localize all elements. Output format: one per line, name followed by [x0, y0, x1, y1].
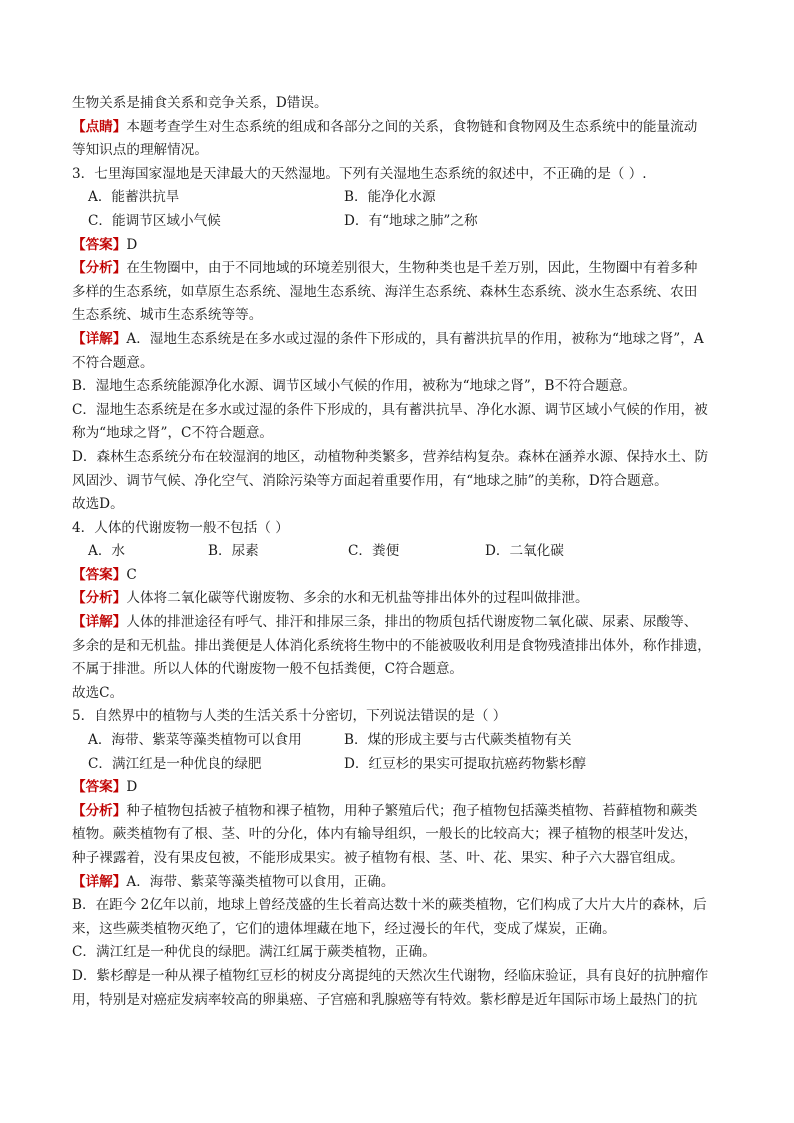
- option-b: B．能净化水源: [344, 189, 436, 206]
- detail-line: [72, 871, 726, 895]
- option-c: C．能调节区域小气候: [88, 212, 221, 229]
- analysis-line: 生态系统、城市生态系统等等。: [72, 307, 263, 324]
- detail-tag: 【详解】: [72, 873, 127, 890]
- analysis-text: 在生物圈中，由于不同地域的环境差别很大，生物种类也是千差万别，因此，生物圈中有着多种: [126, 260, 698, 277]
- question-5-answer: [72, 776, 726, 800]
- option-b: B．尿素: [208, 543, 259, 560]
- answer-value: D: [126, 779, 138, 796]
- carry-over-text: 生物关系是捕食关系和竞争关系，D错误。: [72, 95, 328, 111]
- detail-line: 多余的是和无机盐。排出粪便是人体消化系统将生物中的不能被吸收利用是食物残渣排出体外，称作排遗，: [72, 637, 711, 654]
- option-d: D．红豆杉的果实可提取抗癌药物紫杉醇: [344, 755, 586, 772]
- analysis-tag: 【分析】: [72, 260, 127, 277]
- question-4-answer: [72, 564, 726, 588]
- detail-line: 用，特别是对癌症发病率较高的卵巢癌、子宫癌和乳腺癌等有特效。紫杉醇是近年国际市场上最热门的抗: [72, 991, 698, 1008]
- analysis-line: [72, 257, 726, 281]
- answer-tag: 【答案】: [72, 236, 127, 253]
- detail-text: A．湿地生态系统是在多水或过湿的条件下形成的，具有蓄洪抗旱的作用，被称为“地球之肾”，A: [126, 330, 704, 347]
- question-3-options-row: [72, 186, 726, 210]
- analysis-line: 多样的生态系统，如草原生态系统、湿地生态系统、海洋生态系统、森林生态系统、淡水生态系统、农田: [72, 283, 698, 300]
- question-5-stem: 5．自然界中的植物与人类的生活关系十分密切，下列说法错误的是（ ）: [72, 708, 507, 725]
- analysis-line: 种子裸露着，没有果皮包被，不能形成果实。被子植物有根、茎、叶、花、果实、种子六大器官组成。: [72, 850, 684, 866]
- option-d: D．有“地球之肺”之称: [344, 212, 478, 229]
- answer-value: D: [126, 236, 138, 253]
- option-a: A．水: [88, 543, 126, 560]
- analysis-line: [72, 587, 726, 611]
- comment-line: 等知识点的理解情况。: [72, 142, 208, 159]
- detail-line: 不符合题意。: [72, 354, 154, 371]
- detail-line: [72, 328, 726, 352]
- detail-line: 风固沙、调节气候、净化空气、消除污染等方面起着重要作用，有“地球之肺”的美称，D符合题意。: [72, 472, 668, 489]
- detail-line: D．森林生态系统分布在较湿润的地区，动植物种类繁多，营养结构复杂。森林在涵养水源、保持水土、防: [72, 448, 709, 465]
- detail-text: 人体的排泄途径有呼气、排汗和排尿三条，排出的物质包括代谢废物二氧化碳、尿素、尿酸等、: [126, 614, 698, 631]
- answer-tag: 【答案】: [72, 566, 127, 583]
- detail-line: 称为“地球之肾”，C不符合题意。: [72, 425, 274, 442]
- question-5-options-row: [72, 753, 726, 777]
- conclusion-line: 故选C。: [72, 684, 124, 701]
- detail-line: C．湿地生态系统是在多水或过湿的条件下形成的，具有蓄洪抗旱、净化水源、调节区域小气候的作用，被: [72, 401, 708, 418]
- question-3-stem: 3．七里海国家湿地是天津最大的天然湿地。下列有关湿地生态系统的叙述中，不正确的是（ ）.: [72, 165, 647, 182]
- answer-value: C: [126, 566, 137, 583]
- question-4-options-row: [72, 540, 726, 564]
- option-c: C．粪便: [348, 543, 400, 560]
- analysis-text: 人体将二氧化碳等代谢废物、多余的水和无机盐等排出体外的过程叫做排泄。: [126, 590, 589, 607]
- option-a: A．能蓄洪抗旱: [88, 189, 180, 206]
- detail-tag: 【详解】: [72, 614, 127, 631]
- detail-tag: 【详解】: [72, 330, 127, 347]
- answer-tag: 【答案】: [72, 779, 127, 796]
- analysis-line: [72, 800, 726, 824]
- detail-line: [72, 611, 726, 635]
- detail-line: B．湿地生态系统能源净化水源、调节区域小气候的作用，被称为“地球之肾”，B不符合题意。: [72, 378, 637, 395]
- question-4-stem: 4．人体的代谢废物一般不包括（ ）: [72, 519, 289, 536]
- analysis-tag: 【分析】: [72, 590, 127, 607]
- option-a: A．海带、紫菜等藻类植物可以食用: [88, 732, 302, 749]
- question-3-options-row: [72, 210, 726, 234]
- question-5-options-row: [72, 729, 726, 753]
- option-b: B．煤的形成主要与古代蕨类植物有关: [344, 732, 572, 749]
- detail-line: B．在距今 2亿年以前，地球上曾经茂盛的生长着高达数十米的蕨类植物，它们构成了大片大片的森林，后: [72, 897, 707, 914]
- analysis-tag: 【分析】: [72, 802, 127, 819]
- analysis-text: 种子植物包括被子植物和裸子植物，用种子繁殖后代；孢子植物包括藻类植物、苔藓植物和蕨类: [126, 802, 698, 819]
- detail-line: C．满江红是一种优良的绿肥。满江红属于蕨类植物，正确。: [72, 944, 436, 961]
- option-c: C．满江红是一种优良的绿肥: [88, 755, 262, 772]
- comment-text: 本题考查学生对生态系统的组成和各部分之间的关系，食物链和食物网及生态系统中的能量流动: [126, 118, 698, 135]
- option-d: D．二氧化碳: [485, 543, 564, 560]
- comment-line: [72, 116, 726, 140]
- dianjing-tag: 【点睛】: [72, 118, 127, 135]
- detail-text: A．海带、紫菜等藻类植物可以食用，正确。: [126, 873, 395, 890]
- conclusion-line: 故选D。: [72, 496, 124, 513]
- detail-line: 不属于排泄。所以人体的代谢废物一般不包括粪便，C符合题意。: [72, 661, 464, 678]
- analysis-line: 植物。蕨类植物有了根、茎、叶的分化，体内有输导组织，一般长的比较高大；裸子植物的根茎叶发达，: [72, 826, 698, 843]
- question-3-answer: [72, 234, 726, 258]
- detail-line: D．紫杉醇是一种从裸子植物红豆杉的树皮分离提纯的天然次生代谢物，经临床验证，具有良好的抗肿瘤作: [72, 967, 709, 984]
- detail-line: 来，这些蕨类植物灭绝了，它们的遗体埋藏在地下，经过漫长的年代，变成了煤炭，正确。: [72, 920, 616, 937]
